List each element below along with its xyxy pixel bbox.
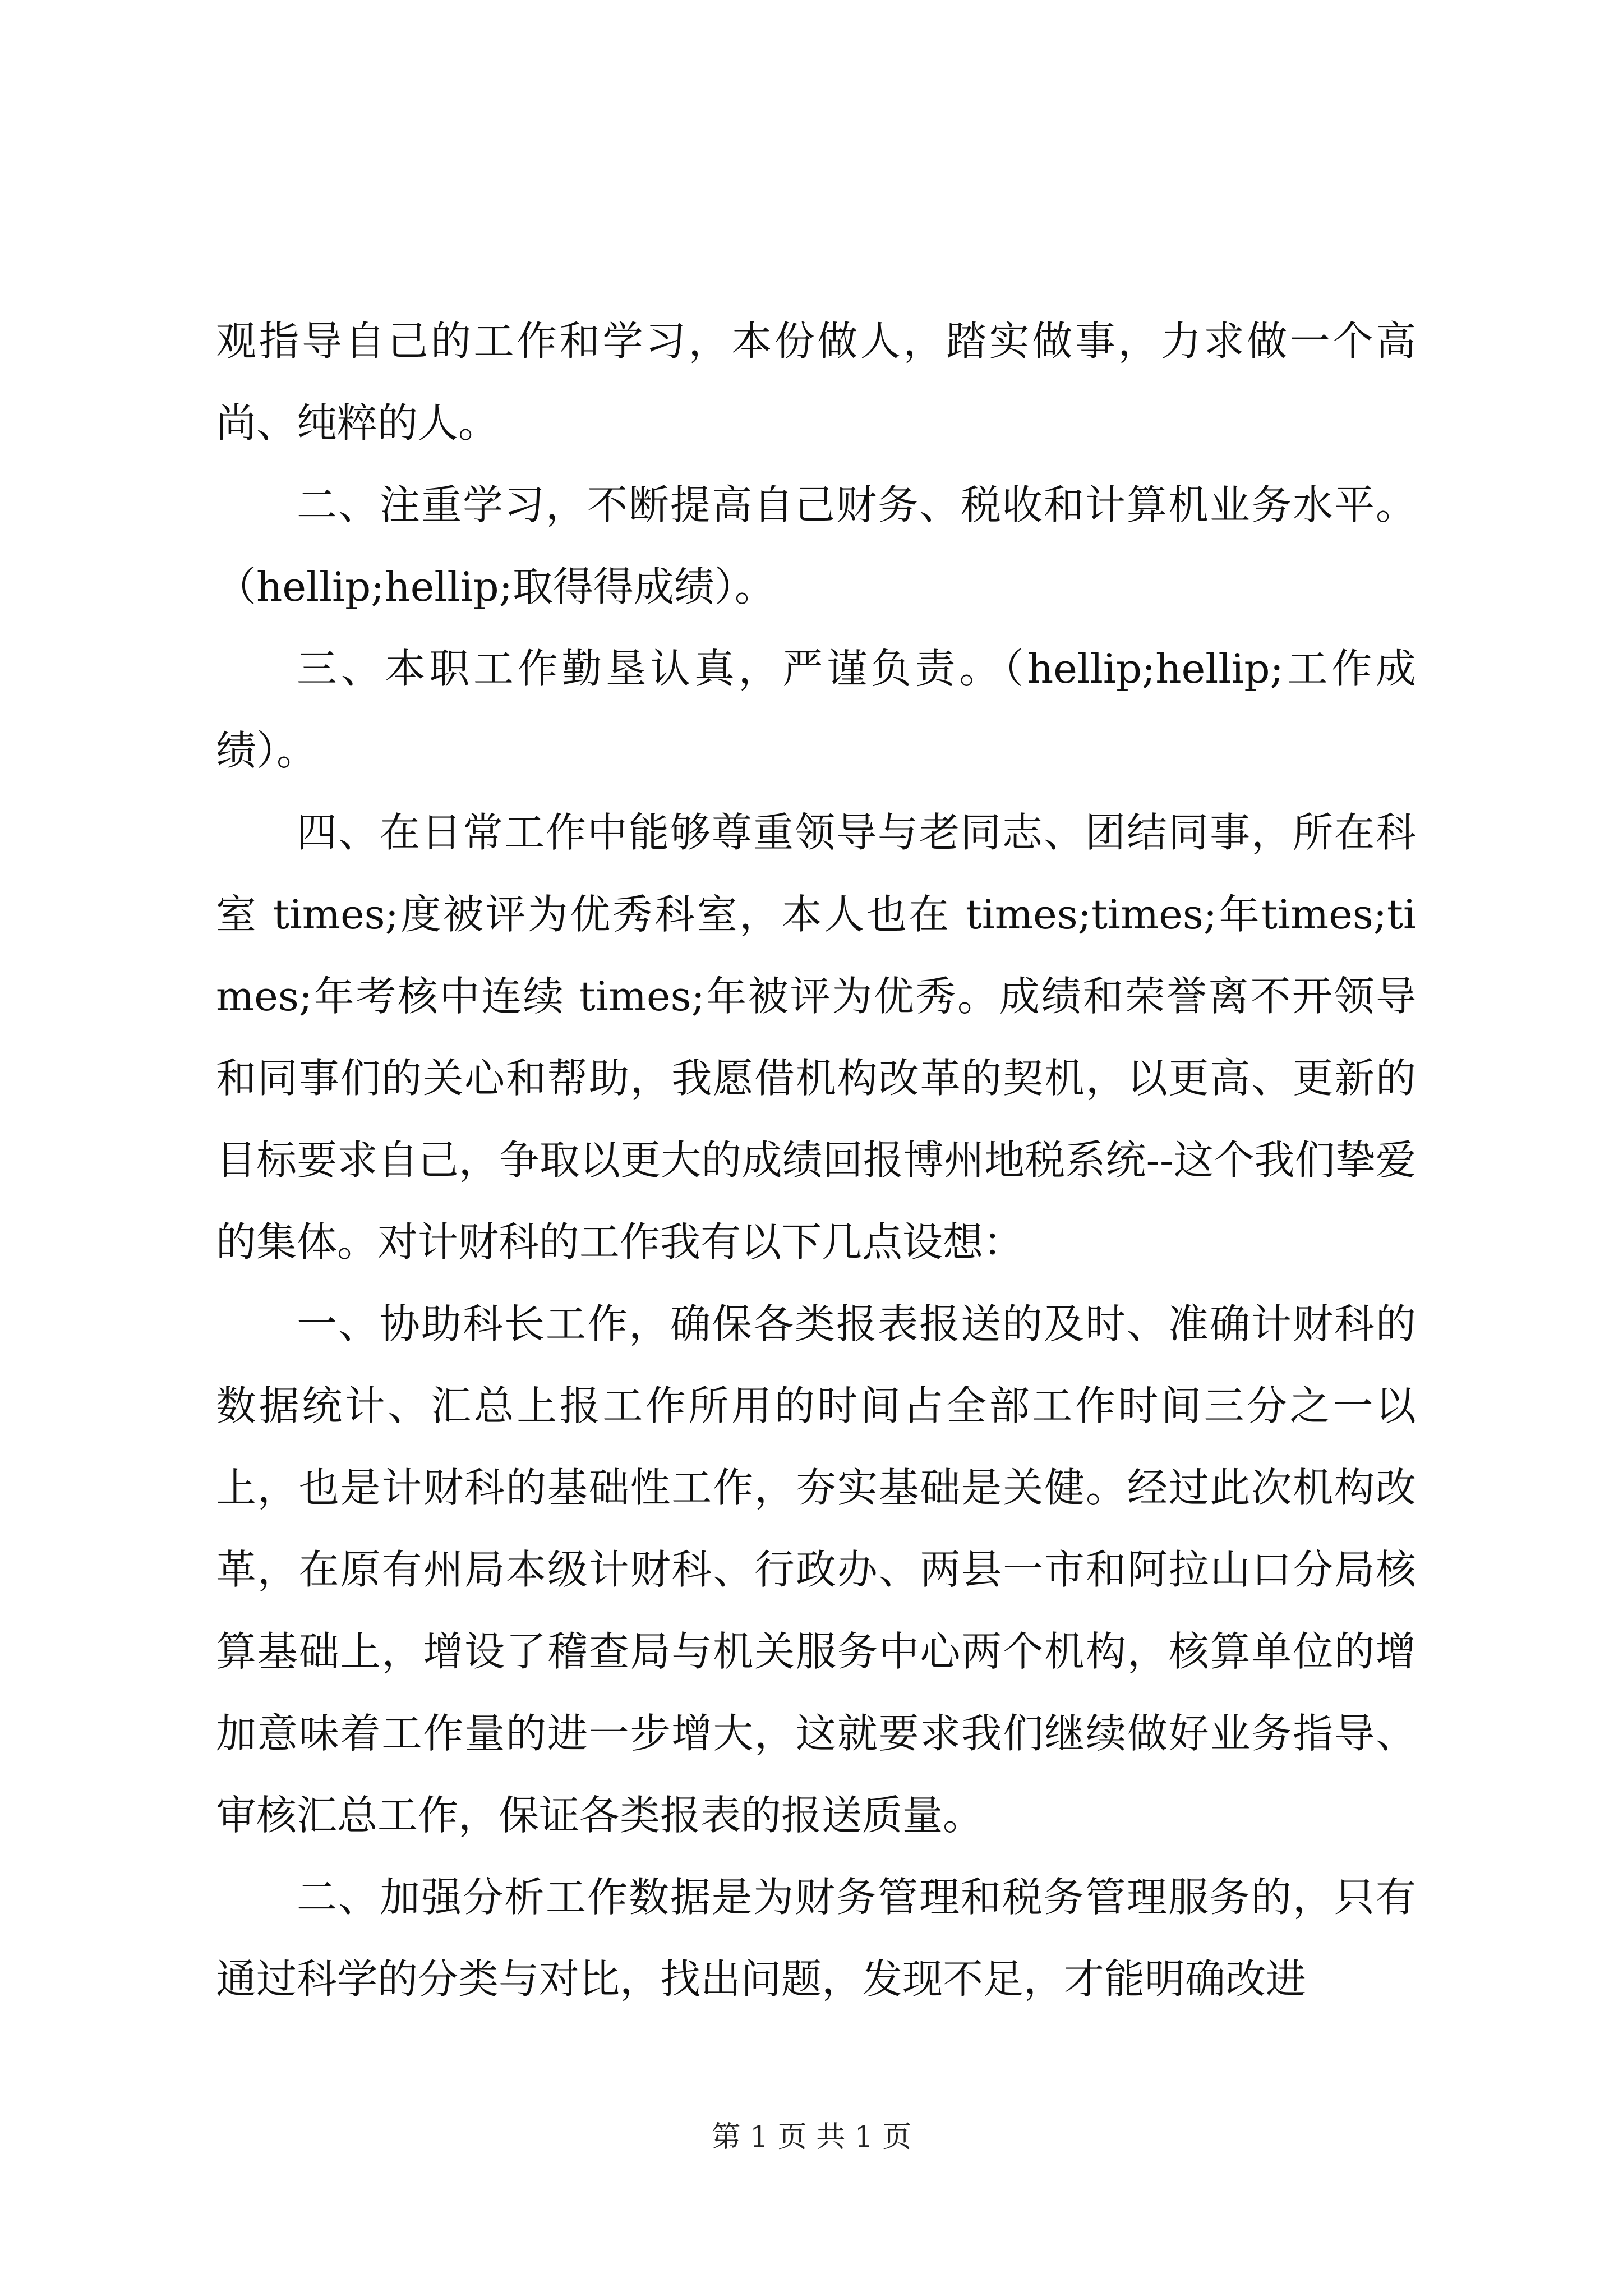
- document-body: [216, 300, 1416, 2020]
- paragraph-plan-two: 二、加强分析工作数据是为财务管理和税务管理服务的，只有通过科学的分类与对比，找出问题，发现不足，才能明确改进: [216, 1874, 1416, 2003]
- paragraph-study: 二、注重学习，不断提高自己财务、税收和计算机业务水平。（hellip;hellip;取得得成绩）。: [216, 481, 1416, 610]
- paragraph-duty: 三、本职工作勤垦认真，严谨负责。（hellip;hellip;工作成绩）。: [216, 645, 1416, 774]
- paragraph-continuation: 观指导自己的工作和学习，本份做人，踏实做事，力求做一个高尚、纯粹的人。: [216, 318, 1416, 447]
- page-footer: [0, 2118, 1623, 2157]
- paragraph-honors: 四、在日常工作中能够尊重领导与老同志、团结同事，所在科室 times;度被评为优秀科室，本人也在 times;times;年times;times;年考核中连续 times;年被评为优秀。成绩和荣誉离不开领导和同事们的关心和帮助，我愿借机构改革的契机，以更高、更新的目标要求自己，争取以更大的成绩回报博州地税系统--这个我们挚爱的集体。对计财科的工作我有以下几点设想：: [216, 809, 1416, 1266]
- page-number-label: 第 1 页 共 1 页: [711, 2120, 912, 2154]
- paragraph-plan-one: 一、协助科长工作，确保各类报表报送的及时、准确计财科的数据统计、汇总上报工作所用的时间占全部工作时间三分之一以上，也是计财科的基础性工作，夯实基础是关健。经过此次机构改革，在原有州局本级计财科、行政办、两县一市和阿拉山口分局核算基础上，增设了稽查局与机关服务中心两个机构，核算单位的增加意味着工作量的进一步增大，这就要求我们继续做好业务指导、审核汇总工作，保证各类报表的报送质量。: [216, 1300, 1416, 1839]
